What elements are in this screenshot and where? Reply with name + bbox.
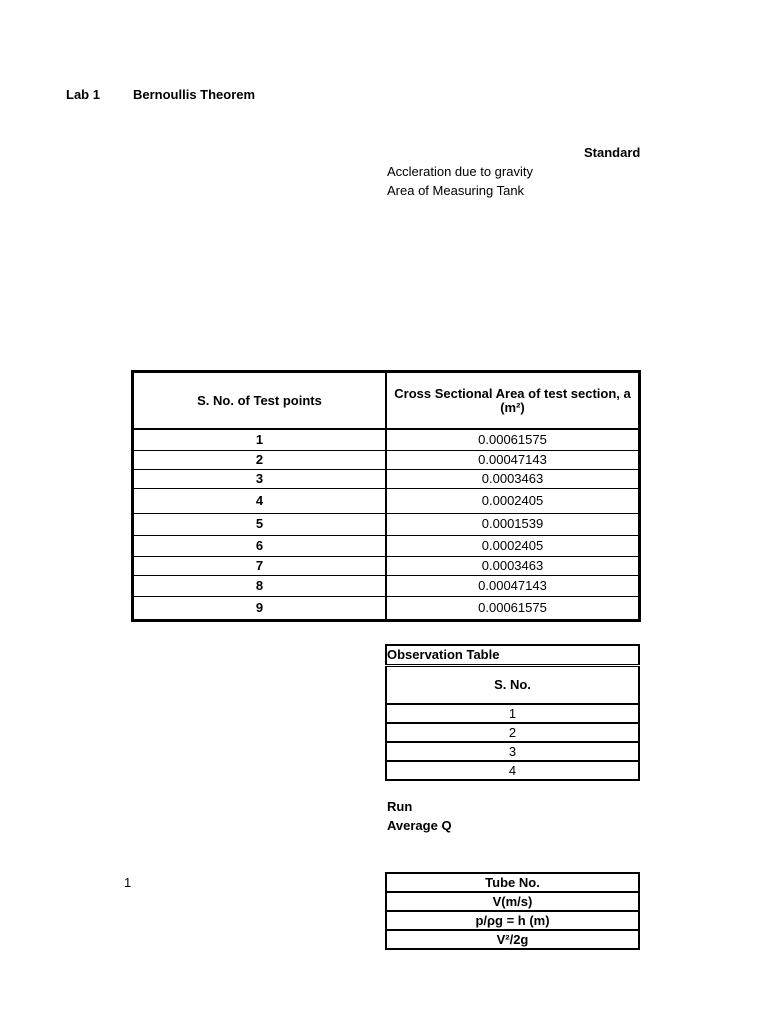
gravity-label: Accleration due to gravity	[387, 164, 533, 179]
table-row	[386, 742, 639, 761]
table-row	[133, 488, 640, 513]
observation-caption-row	[386, 645, 639, 666]
area-cell: 0.00061575	[386, 429, 640, 450]
sno-cell: 2	[133, 450, 386, 469]
sno-cell: 4	[133, 488, 386, 513]
observation-cell: 4	[386, 761, 639, 780]
tank-area-label: Area of Measuring Tank	[387, 183, 525, 198]
area-header-text: Cross Sectional Area of test section, a	[394, 385, 631, 401]
standard-heading: Standard	[584, 145, 641, 160]
table-row	[133, 450, 640, 469]
area-cell: 0.0003463	[386, 469, 640, 488]
tube-table	[385, 872, 640, 950]
sno-cell: 1	[133, 429, 386, 450]
table-row	[386, 911, 639, 930]
page-title: Bernoullis Theorem	[133, 87, 256, 102]
observation-table	[385, 644, 640, 781]
area-table-header-sno: S. No. of Test points	[133, 372, 386, 430]
area-cell: 0.0001539	[386, 513, 640, 535]
area-table-header-area	[386, 372, 640, 430]
table-row	[386, 930, 639, 949]
table-row	[133, 575, 640, 596]
table-row	[386, 761, 639, 780]
observation-header-sno: S. No.	[386, 666, 639, 705]
area-cell: 0.00047143	[386, 450, 640, 469]
area-cell: 0.0002405	[386, 488, 640, 513]
sno-cell: 3	[133, 469, 386, 488]
area-cell: 0.00047143	[386, 575, 640, 596]
table-row	[386, 892, 639, 911]
velocity-head-label: V²/2g	[386, 930, 639, 949]
table-row	[133, 513, 640, 535]
run-label: Run	[387, 799, 413, 814]
table-row	[133, 429, 640, 450]
observation-cell: 1	[386, 704, 639, 723]
sno-cell: 7	[133, 556, 386, 575]
velocity-label: V(m/s)	[386, 892, 639, 911]
side-number: 1	[124, 875, 132, 890]
observation-header-row	[386, 666, 639, 705]
area-cell: 0.0003463	[386, 556, 640, 575]
area-table-header-row	[133, 372, 640, 430]
table-row	[133, 535, 640, 556]
table-row	[386, 723, 639, 742]
table-row	[133, 556, 640, 575]
area-header-unit: (m²)	[500, 399, 525, 415]
table-row	[386, 873, 639, 892]
average-q-label: Average Q	[387, 818, 452, 833]
area-table	[131, 370, 641, 622]
observation-cell: 3	[386, 742, 639, 761]
pressure-head-label: p/ρg = h (m)	[386, 911, 639, 930]
lab-label: Lab 1	[66, 87, 100, 102]
observation-table-caption: Observation Table	[386, 645, 639, 666]
observation-cell: 2	[386, 723, 639, 742]
tube-no-label: Tube No.	[386, 873, 639, 892]
area-cell: 0.0002405	[386, 535, 640, 556]
area-cell: 0.00061575	[386, 596, 640, 620]
sno-cell: 5	[133, 513, 386, 535]
table-row	[133, 469, 640, 488]
sno-cell: 8	[133, 575, 386, 596]
table-row	[386, 704, 639, 723]
table-row	[133, 596, 640, 620]
sno-cell: 6	[133, 535, 386, 556]
sno-cell: 9	[133, 596, 386, 620]
